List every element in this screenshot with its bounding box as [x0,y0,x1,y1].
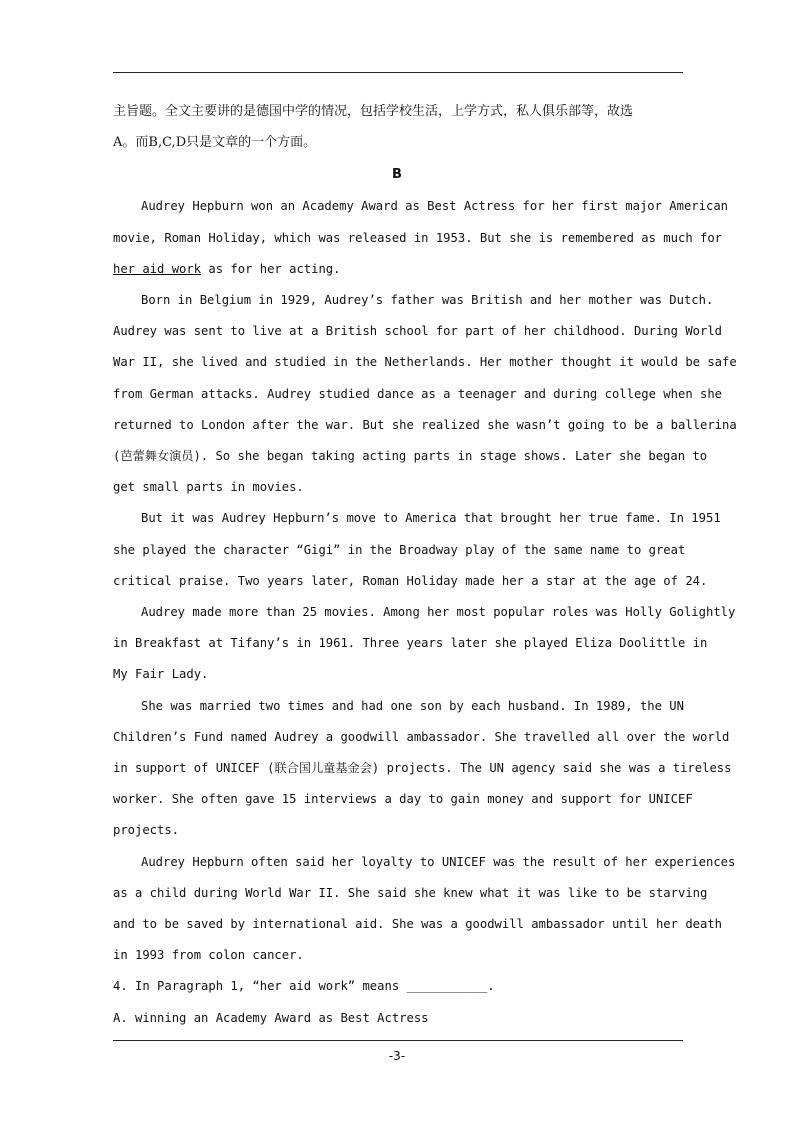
p1-line-1: Audrey Hepburn won an Academy Award as Best Actress for her first major American [141,199,728,213]
section-label: B [392,167,402,182]
p3-line-1: But it was Audrey Hepburn’s move to America that brought her true fame. In 1951 [141,511,721,525]
p1-line-3-rest: as for her acting. [201,262,341,276]
p3-line-3: critical praise. Two years later, Roman Holiday made her a star at the age of 24. [113,574,708,588]
p5-line-4: worker. She often gave 15 interviews a day to gain money and support for UNICEF [113,792,693,806]
p2-line-3: War II, she lived and studied in the Netherlands. Her mother thought it would be safe [113,355,737,369]
p4-line-3: My Fair Lady. [113,667,209,681]
p6-line-4: in 1993 from colon cancer. [113,948,304,962]
p4-line-1: Audrey made more than 25 movies. Among her most popular roles was Holly Golightly [141,605,736,619]
underlined-phrase: her aid work [113,262,202,276]
p6-line-1: Audrey Hepburn often said her loyalty to UNICEF was the result of her experiences [141,855,736,869]
p1-line-2: movie, Roman Holiday, which was released in 1953. But she is remembered as much for [113,231,723,245]
p6-line-2: as a child during World War II. She said she knew what it was like to be starving [113,886,708,900]
p4-line-2: in Breakfast at Tifany’s in 1961. Three years later she played Eliza Doolittle in [113,636,708,650]
p3-line-2: she played the character “Gigi” in the Broadway play of the same name to great [113,543,686,557]
p5-line-2: Children’s Fund named Audrey a goodwill ambassador. She travelled all over the world [113,730,730,744]
footer-rule [113,1040,683,1041]
p2-line-7: get small parts in movies. [113,480,304,494]
question-stem: 4. In Paragraph 1, “her aid work” means ___________. [113,979,495,993]
p2-line-2: Audrey was sent to live at a British school for part of her childhood. During World [113,324,723,338]
p2-line-4: from German attacks. Audrey studied dance as a teenager and during college when she [113,387,723,401]
intro-line-2: A。而B,C,D只是文章的一个方面。 [113,135,317,150]
answer-option-a: A. winning an Academy Award as Best Actress [113,1011,429,1025]
p5-line-1: She was married two times and had one son by each husband. In 1989, the UN [141,699,684,713]
p2-line-6: (芭蕾舞女演员). So she began taking acting parts in stage shows. Later she began to [113,449,708,463]
p6-line-3: and to be saved by international aid. She was a goodwill ambassador until her death [113,917,723,931]
p1-line-3 [113,260,340,278]
page-number: -3- [388,1049,406,1063]
p2-line-5: returned to London after the war. But she realized she wasn’t going to be a ballerina [113,418,737,432]
p5-line-5: projects. [113,823,180,837]
p2-line-1: Born in Belgium in 1929, Audrey’s father was British and her mother was Dutch. [141,293,714,307]
header-rule [113,72,683,73]
p5-line-3: in support of UNICEF (联合国儿童基金会) projects. The UN agency said she was a tireless [113,761,732,775]
intro-line-1: 主旨题。全文主要讲的是德国中学的情况，包括学校生活，上学方式，私人俱乐部等，故选 [113,104,634,119]
